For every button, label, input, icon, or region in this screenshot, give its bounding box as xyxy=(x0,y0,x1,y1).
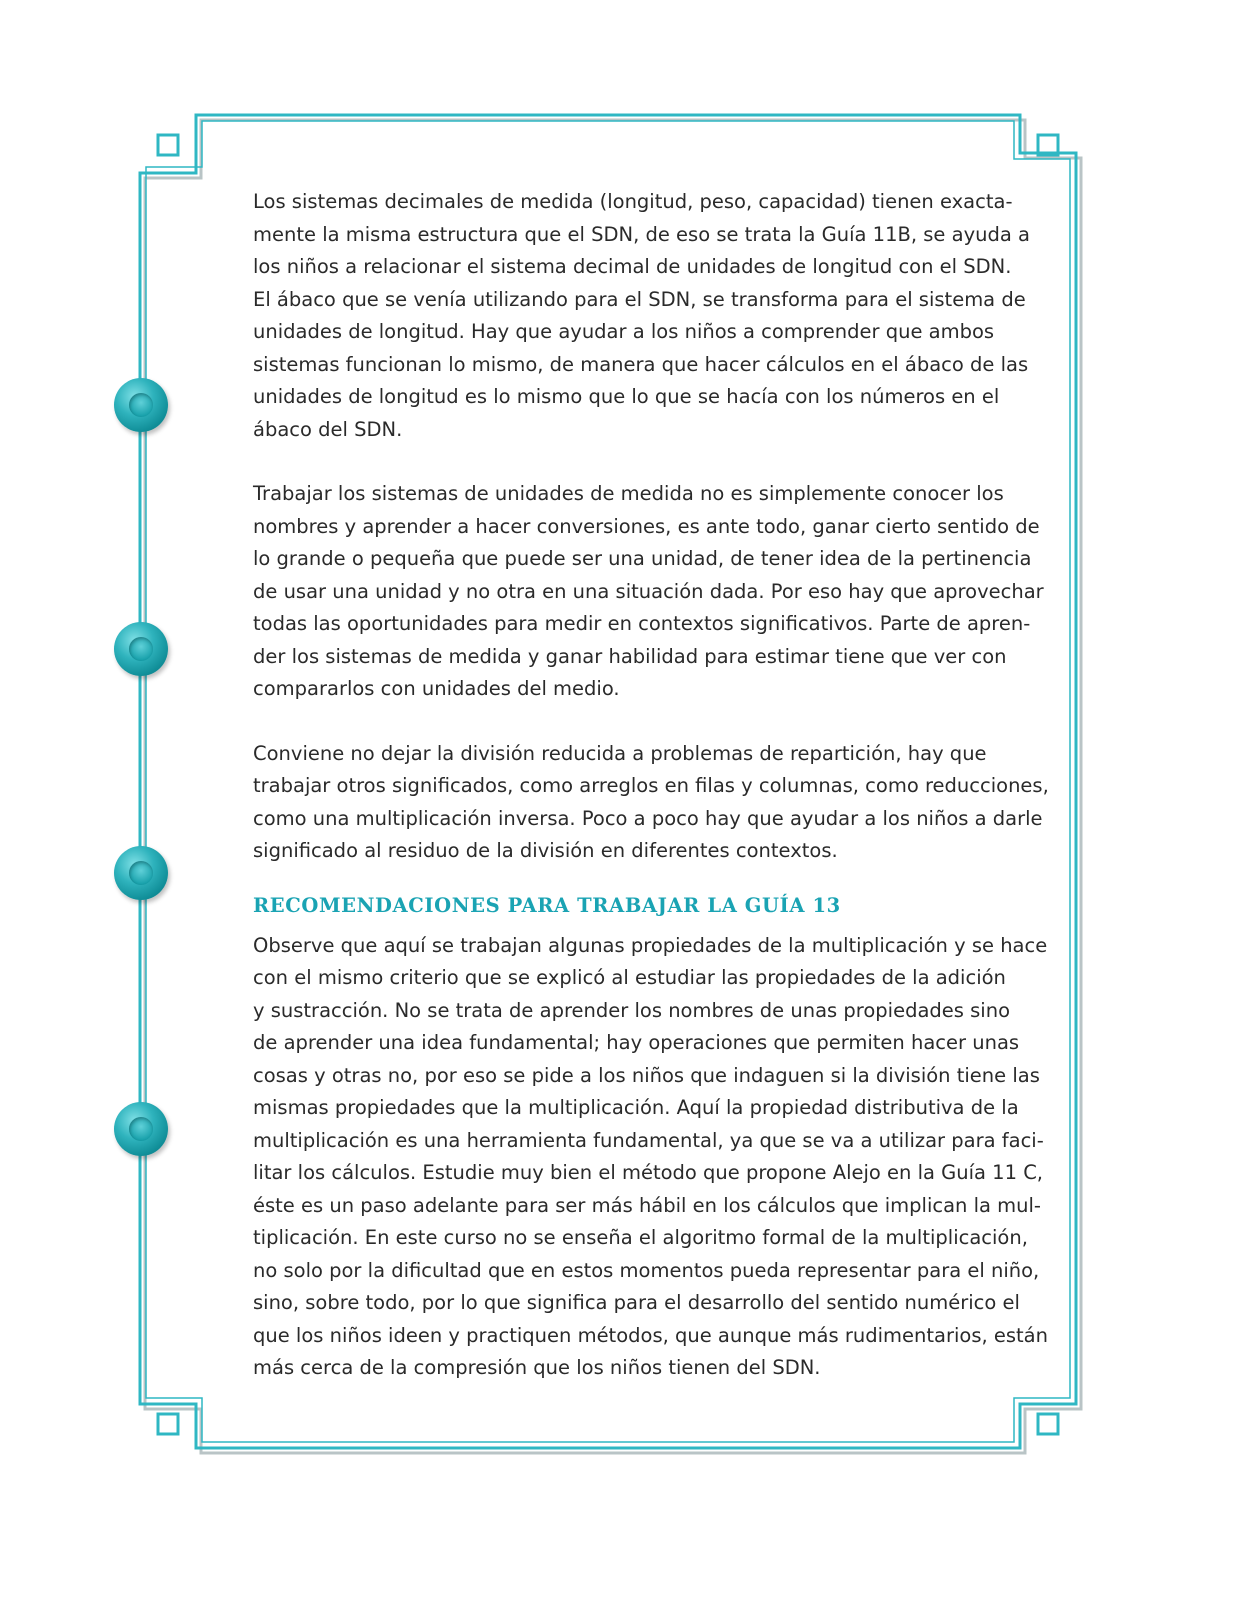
text-line: no solo por la dificultad que en estos momentos pueda representar para el niño, xyxy=(253,1258,1040,1282)
text-line: unidades de longitud es lo mismo que lo que se hacía con los números en el xyxy=(253,385,1000,408)
text-line: con el mismo criterio que se explicó al estudiar las propiedades de la adición xyxy=(253,966,1006,989)
text-line: que los niños ideen y practiquen métodos, que aunque más rudimentarios, están xyxy=(253,1323,1048,1347)
binder-ring-4 xyxy=(114,1102,168,1156)
binder-ring-3 xyxy=(114,846,168,900)
text-line: Trabajar los sistemas de unidades de medida no es simplemente conocer los xyxy=(253,482,1004,505)
text-line: y sustracción. No se trata de aprender los nombres de unas propiedades sino xyxy=(253,998,1011,1022)
text-line: nombres y aprender a hacer conversiones, es ante todo, ganar cierto sentido de xyxy=(253,514,1040,538)
text-line: El ábaco que se venía utilizando para el SDN, se transforma para el sistema de xyxy=(253,287,1026,311)
text-line: de aprender una idea fundamental; hay operaciones que permiten hacer unas xyxy=(253,1031,1020,1054)
paragraph-measurement-systems xyxy=(253,186,1033,446)
text-line: der los sistemas de medida y ganar habilidad para estimar tiene que ver con xyxy=(253,644,1007,668)
text-line: Conviene no dejar la división reducida a problemas de repartición, hay que xyxy=(253,741,987,765)
text-line: litar los cálculos. Estudie muy bien el método que propone Alejo en la Guía 11 C, xyxy=(253,1161,1044,1184)
text-line: Observe que aquí se trabajan algunas propiedades de la multiplicación y se hace xyxy=(253,933,1048,957)
text-line: lo grande o pequeña que puede ser una unidad, de tener idea de la pertinencia xyxy=(253,547,1032,570)
text-line: ábaco del SDN. xyxy=(253,417,403,441)
paragraph-guide-13 xyxy=(253,930,1048,1385)
text-line: mente la misma estructura que el SDN, de eso se trata la Guía 11B, se ayuda a xyxy=(253,222,1030,246)
text-line: tiplicación. En este curso no se enseña el algoritmo formal de la multiplicación, xyxy=(253,1226,1028,1249)
text-line: Los sistemas decimales de medida (longitud, peso, capacidad) tienen exacta- xyxy=(253,190,1013,213)
paragraph-division xyxy=(253,738,1049,868)
text-line: significado al residuo de la división en diferentes contextos. xyxy=(253,839,838,862)
text-line: éste es un paso adelante para ser más hábil en los cálculos que implican la mul- xyxy=(253,1193,1041,1217)
text-line: sino, sobre todo, por lo que significa para el desarrollo del sentido numérico el xyxy=(253,1291,1020,1314)
text-line: compararlos con unidades del medio. xyxy=(253,677,620,700)
text-line: todas las oportunidades para medir en contextos significativos. Parte de apren- xyxy=(253,612,1031,635)
text-line: unidades de longitud. Hay que ayudar a los niños a comprender que ambos xyxy=(253,320,995,343)
text-line: multiplicación es una herramienta fundamental, ya que se va a utilizar para faci- xyxy=(253,1128,1044,1152)
binder-ring-1 xyxy=(114,378,168,432)
paragraph-units-sense xyxy=(253,478,1044,706)
section-heading: RECOMENDACIONES PARA TRABAJAR LA GUÍA 13 xyxy=(253,893,841,917)
text-line: mismas propiedades que la multiplicación. Aquí la propiedad distributiva de la xyxy=(253,1096,1019,1119)
text-line: como una multiplicación inversa. Poco a poco hay que ayudar a los niños a darle xyxy=(253,806,1043,830)
text-line: trabajar otros significados, como arreglos en filas y columnas, como reducciones, xyxy=(253,774,1049,797)
text-line: más cerca de la compresión que los niños tienen del SDN. xyxy=(253,1356,821,1379)
text-line: sistemas funcionan lo mismo, de manera que hacer cálculos en el ábaco de las xyxy=(253,352,1029,376)
binder-ring-2 xyxy=(114,622,168,676)
text-line: los niños a relacionar el sistema decimal de unidades de longitud con el SDN. xyxy=(253,255,1012,278)
text-line: de usar una unidad y no otra en una situación dada. Por eso hay que aprovechar xyxy=(253,579,1044,603)
text-line: cosas y otras no, por eso se pide a los niños que indaguen si la división tiene las xyxy=(253,1063,1040,1087)
page-content xyxy=(253,186,1049,1385)
